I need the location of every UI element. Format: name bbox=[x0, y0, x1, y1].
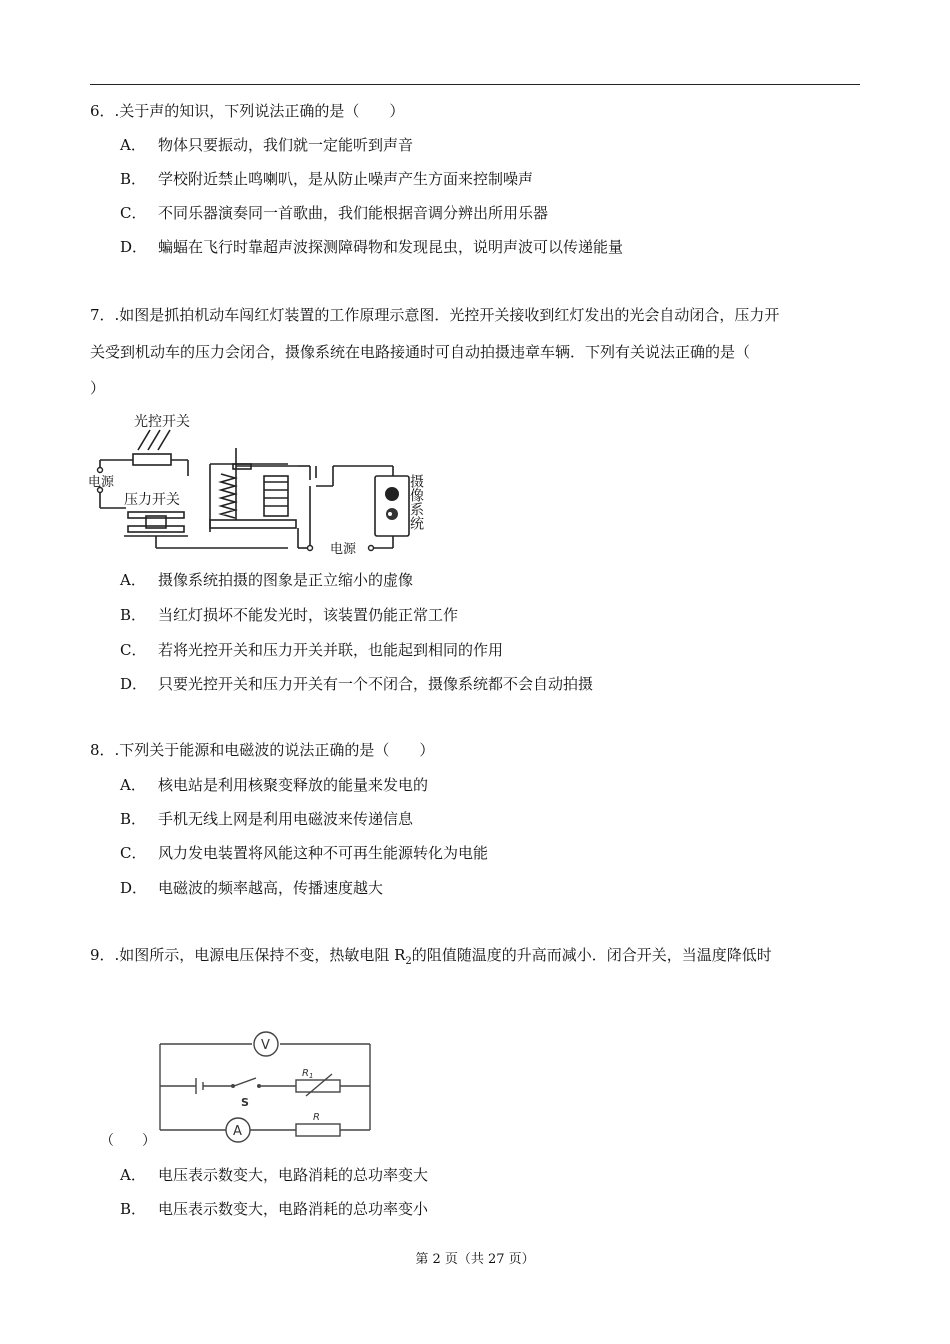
q7-option-c[interactable]: C． 若将光控开关和压力开关并联，也能起到相同的作用 bbox=[120, 641, 504, 659]
switch-label: S bbox=[241, 1096, 249, 1109]
camera-lens-icon bbox=[385, 487, 399, 501]
voltmeter-label: V bbox=[261, 1038, 270, 1053]
r1-label: $R_1$ bbox=[302, 1068, 314, 1080]
q8-stem: 8．.下列关于能源和电磁波的说法正确的是（ ） bbox=[90, 741, 435, 759]
q6-option-a[interactable]: A． 物体只要振动，我们就一定能听到声音 bbox=[120, 136, 414, 154]
r-resistor bbox=[296, 1124, 340, 1136]
q7-option-d[interactable]: D． 只要光控开关和压力开关有一个不闭合，摄像系统都不会自动拍摄 bbox=[120, 675, 594, 693]
q6-stem: 6．.关于声的知识，下列说法正确的是（ ） bbox=[90, 102, 405, 120]
q9-answer-blank: （ ） bbox=[100, 1133, 156, 1149]
q6-option-c[interactable]: C． 不同乐器演奏同一首歌曲，我们能根据音调分辨出所用乐器 bbox=[120, 204, 549, 222]
q7-option-a[interactable]: A． 摄像系统拍摄的图象是正立缩小的虚像 bbox=[120, 571, 414, 589]
header-rule bbox=[90, 84, 860, 85]
power-label-left: 电源 bbox=[88, 475, 115, 490]
q7-stem-line2: 关受到机动车的压力会闭合，摄像系统在电路接通时可自动拍摄违章车辆．下列有关说法正确的是（ bbox=[90, 343, 751, 361]
q8-option-b[interactable]: B． 手机无线上网是利用电磁波来传递信息 bbox=[120, 810, 414, 828]
q8-option-a[interactable]: A． 核电站是利用核聚变释放的能量来发电的 bbox=[120, 776, 429, 794]
q7-stem-line1: 7．.如图是抓拍机动车闯红灯装置的工作原理示意图．光控开关接收到红灯发出的光会自动闭合，压力开 bbox=[90, 306, 780, 324]
thermistor-circuit-diagram bbox=[150, 1030, 380, 1145]
pressure-switch-label: 压力开关 bbox=[124, 492, 180, 508]
q7-stem-line3: ） bbox=[90, 379, 106, 397]
power-label-bottom: 电源 bbox=[330, 542, 357, 557]
camera-system-label: 摄像系统 bbox=[408, 474, 424, 530]
red-light-camera-circuit-diagram bbox=[88, 408, 438, 560]
q8-option-d[interactable]: D． 电磁波的频率越高，传播速度越大 bbox=[120, 879, 384, 897]
camera-system-box bbox=[375, 476, 409, 536]
q9-stem: 9．.如图所示，电源电压保持不变，热敏电阻 $R_2$的阻值随温度的升高而减小．闭合开关，当温度降低时 bbox=[90, 946, 772, 967]
q6-option-b[interactable]: B． 学校附近禁止鸣喇叭，是从防止噪声产生方面来控制噪声 bbox=[120, 170, 534, 188]
q9-option-b[interactable]: B． 电压表示数变大，电路消耗的总功率变小 bbox=[120, 1200, 429, 1218]
page-footer: 第 2 页（共 27 页） bbox=[415, 1252, 535, 1267]
ammeter-label: A bbox=[233, 1124, 242, 1139]
q9-option-a[interactable]: A． 电压表示数变大，电路消耗的总功率变大 bbox=[120, 1166, 429, 1184]
q6-option-d[interactable]: D． 蝙蝠在飞行时靠超声波探测障碍物和发现昆虫，说明声波可以传递能量 bbox=[120, 238, 624, 256]
q8-option-c[interactable]: C． 风力发电装置将风能这种不可再生能源转化为电能 bbox=[120, 844, 489, 862]
q7-option-b[interactable]: B． 当红灯损坏不能发光时，该装置仍能正常工作 bbox=[120, 606, 459, 624]
r-label: R bbox=[313, 1112, 320, 1123]
light-switch-element bbox=[133, 454, 171, 465]
light-switch-label: 光控开关 bbox=[134, 414, 190, 430]
